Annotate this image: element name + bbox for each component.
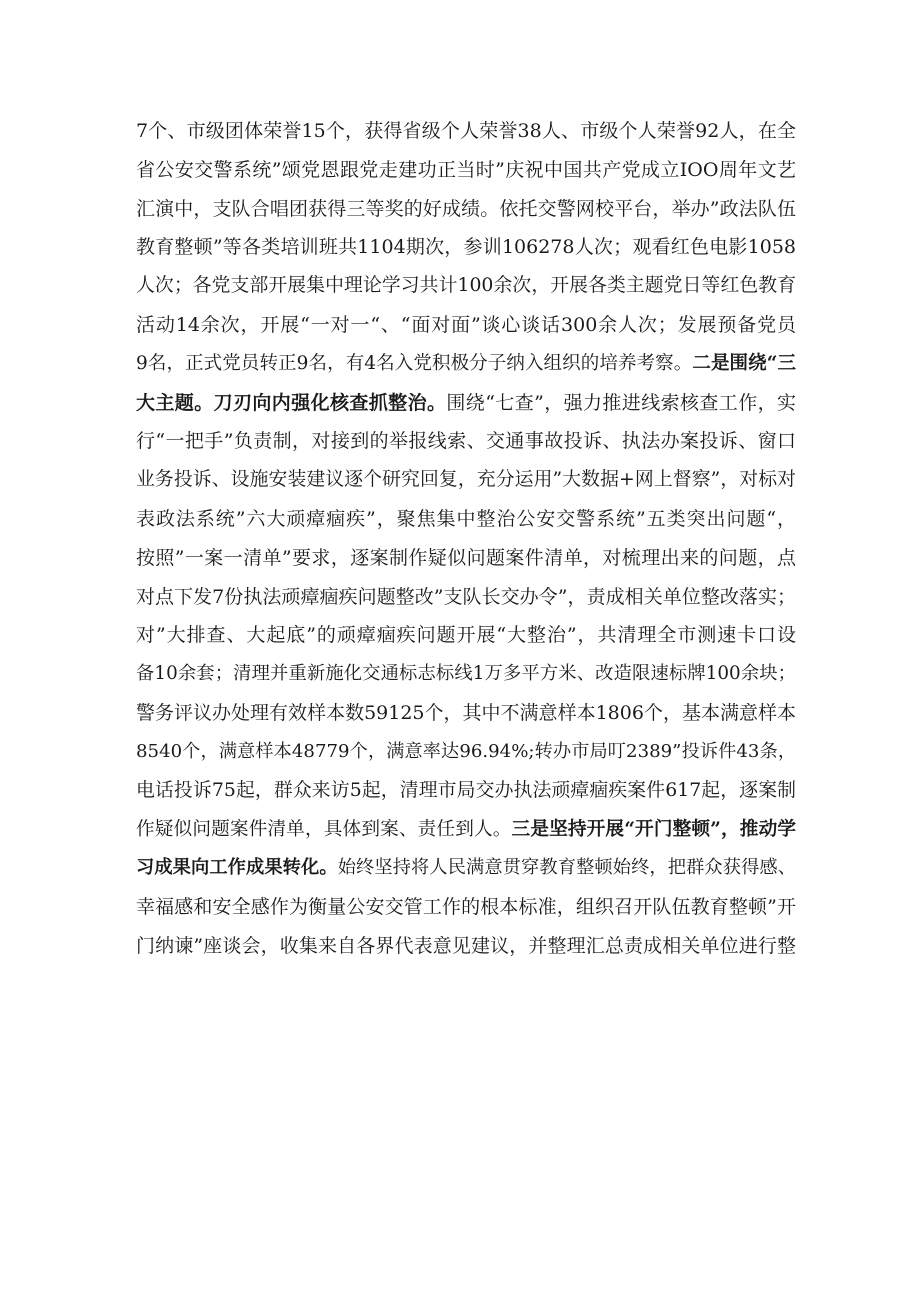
body-text-segment: 汇演中，支队合唱团获得三等奖的好成绩。依托交警网校平台，举办”政法队伍 xyxy=(136,197,796,220)
body-text-segment: 始终坚持将人民满意贯穿教育整顿始终，把群众获得感、 xyxy=(337,857,796,879)
body-text-segment: 表政法系统”六大顽瘴痼疾”，聚焦集中整治公安交警系统”五类突出问题“， xyxy=(136,507,796,530)
body-paragraph xyxy=(136,112,796,966)
text-line xyxy=(136,849,796,888)
body-text-segment: 警务评议办处理有效样本数59125个，其中不满意样本1806个，基本满意样本 xyxy=(136,701,796,724)
body-text-segment: 8540个，满意样本48779个，满意率达96.94%;转办市局叮2389”投诉件43条， xyxy=(136,740,796,762)
body-text-segment: 省公安交警系统”颂党恩跟党走建功正当时”庆祝中国共产党成立IOO周年文艺 xyxy=(136,158,796,181)
text-line xyxy=(136,616,796,655)
text-line xyxy=(136,267,796,306)
text-line xyxy=(136,810,796,849)
body-text-segment: 人次；各党支部开展集中理论学习共计100余次，开展各类主题党日等红色教育 xyxy=(136,275,796,297)
body-text-segment: 围绕“七查”，强力推进线索核查工作，实 xyxy=(446,391,796,414)
text-line xyxy=(136,655,796,694)
body-text-segment: 电话投诉75起，群众来访5起，清理市局交办执法顽瘴痼疾案件617起，逐案制 xyxy=(136,779,796,801)
body-text-segment: 7个、市级团体荣誉15个，获得省级个人荣誉38人、市级个人荣誉92人，在全 xyxy=(136,120,796,142)
body-text-segment: 幸福感和安全感作为衡量公安交管工作的根本标准，组织召开队伍教育整顿”开 xyxy=(136,895,796,918)
text-line xyxy=(136,927,796,966)
bold-heading-text: 三是坚持开展“开门整顿”，推动学 xyxy=(511,818,797,841)
text-line xyxy=(136,345,796,384)
text-line xyxy=(136,306,796,345)
body-text-segment: 按照”一案一清单”要求，逐案制作疑似问题案件清单，对梳理出来的问题，点 xyxy=(136,546,796,569)
text-line xyxy=(136,151,796,190)
text-line xyxy=(136,461,796,500)
text-line xyxy=(136,190,796,229)
body-text-segment: 作疑似问题案件清单，具体到案、责任到人。 xyxy=(136,819,512,841)
bold-heading-text: 大主题。刀刃向内强化核查抓整治。 xyxy=(136,391,447,414)
text-line xyxy=(136,422,796,461)
body-text-segment: 活动14余次，开展“一对一“、“面对面”谈心谈话300余人次；发展预备党员 xyxy=(136,313,796,336)
text-line xyxy=(136,500,796,539)
text-line xyxy=(136,578,796,617)
body-text-segment: 9名，正式党员转正9名，有4名入党积极分子纳入组织的培养考察。 xyxy=(136,352,693,374)
bold-heading-text: 习成果向工作成果转化。 xyxy=(136,857,338,879)
body-text-segment: 门纳谏”座谈会，收集来自各界代表意见建议，并整理汇总责成相关单位进行整 xyxy=(136,934,796,957)
text-line xyxy=(136,112,796,151)
text-line xyxy=(136,733,796,772)
text-line xyxy=(136,772,796,811)
body-text-segment: 备10余套；清理并重新施化交通标志标线1万多平方米、改造限速标牌100余块； xyxy=(136,663,796,685)
text-line xyxy=(136,384,796,423)
body-text-segment: 对”大排查、大起底”的顽瘴痼疾问题开展“大整治”，共清理全市测速卡口设 xyxy=(136,624,796,647)
body-text-segment: 教育整顿”等各类培训班共1104期次，参训106278人次；观看红色电影1058 xyxy=(136,236,796,259)
text-line xyxy=(136,694,796,733)
bold-heading-text: 二是围绕“三 xyxy=(692,352,796,374)
body-text-segment: 行“一把手”负责制，对接到的举报线索、交通事故投诉、执法办案投诉、窗口 xyxy=(136,430,796,453)
body-text-segment: 业务投诉、设施安装建议逐个研究回复，充分运用”大数据+网上督察”，对标对 xyxy=(136,469,796,491)
text-line xyxy=(136,228,796,267)
text-line xyxy=(136,539,796,578)
body-text-segment: 对点下发7份执法顽瘴痼疾问题整改”支队长交办令”，责成相关单位整改落实； xyxy=(136,585,796,608)
text-line xyxy=(136,888,796,927)
